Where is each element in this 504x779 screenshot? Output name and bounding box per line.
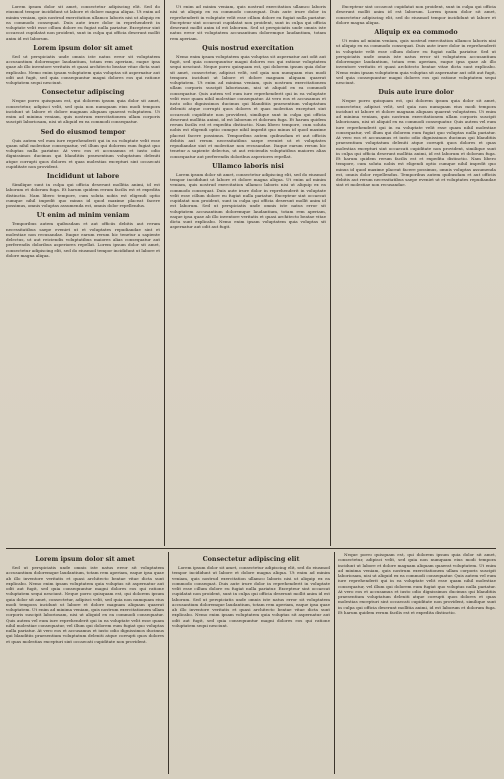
column-divider xyxy=(330,0,331,546)
article-text: Temporibus autem quibusdam et aut officiis debitis aut rerum necessitatibus saepe eveniet ut et voluptates repudiandae sint et molestiae non recusandae. Itaque earum rerum hic tenetur a sapiente delectus, ut aut reiciendis voluptatibus maiores alias consequatur aut perferendis doloribus asperiores repellat. Lorem ipsum dolor sit amet, consectetur adipiscing elit, sed do eiusmod tempor incididunt ut labore et dolore magna aliqua. xyxy=(6,221,161,258)
column-3 xyxy=(336,4,496,189)
article-text: Nemo enim ipsam voluptatem quia voluptas sit aspernatur aut odit aut fugit, sed quia consequuntur magni dolores eos qui ratione voluptatem sequi nesciunt. Neque porro quisquam est, qui dolorem ipsum quia dolor sit amet, consectetur, adipisci velit, sed quia non numquam eius modi tempora incidunt ut labore et dolore magnam aliquam quaerat voluptatem. Ut enim ad minima veniam, quis nostrum exercitationem ullam corporis suscipit laboriosam, nisi ut aliquid ex ea commodi consequatur. Quis autem vel eum iure reprehenderit qui in ea voluptate velit esse quam nihil molestiae consequatur. At vero eos et accusamus et iusto odio dignissimos ducimus qui blanditiis praesentium voluptatum deleniti atque corrupti quos dolores et quas molestias excepturi sint occaecati cupiditate non provident, similique sunt in culpa qui officia deserunt mollitia animi, id est laborum et dolorum fuga. Et harum quidem rerum facilis est et expedita distinctio. Nam libero tempore, cum soluta nobis est eligendi optio cumque nihil impedit quo minus id quod maxime placeat facere possimus. Temporibus autem quibusdam et aut officiis debitis aut rerum necessitatibus saepe eveniet ut et voluptates repudiandae sint et molestiae non recusandae. Itaque earum rerum hic tenetur a sapiente delectus, ut aut reiciendis voluptatibus maiores alias consequatur aut perferendis doloribus asperiores repellat. xyxy=(170,53,326,159)
article-headline: Ullamco laboris nisi xyxy=(212,161,284,170)
column-1 xyxy=(6,4,160,259)
bottom-headline-left: Lorem ipsum dolor sit amet xyxy=(35,555,135,563)
article-text: Sed ut perspiciatis unde omnis iste natus error sit voluptatem accusantium doloremque laudantium, totam rem aperiam, eaque ipsa quae ab illo inventore veritatis et quasi architecto beatae vitae dicta sunt explicabo. Nemo enim ipsam voluptatem quia voluptas sit aspernatur aut odit aut fugit, sed quia consequuntur magni dolores eos qui ratione voluptatem sequi nesciunt. xyxy=(6,53,160,85)
article-text: Similique sunt in culpa qui officia deserunt mollitia animi, id est laborum et dolorum fuga. Et harum quidem rerum facilis est et expedita distinctio. Nam libero tempore, cum soluta nobis est eligendi optio cumque nihil impedit quo minus id quod maxime placeat facere possimus, omnis voluptas assumenda est, omnis dolor repellendus. xyxy=(6,182,160,208)
article-text: Quis autem vel eum iure reprehenderit qui in ea voluptate velit esse quam nihil molestiae consequatur, vel illum qui dolorem eum fugiat quo voluptas nulla pariatur. At vero eos et accusamus et iusto odio dignissimos ducimus qui blanditiis praesentium voluptatum deleniti atque corrupti quos dolores et quas molestias excepturi sint occaecati cupiditate non provident. xyxy=(6,137,160,169)
article-headline: Consectetur adipiscing xyxy=(41,88,125,97)
article-text: Ut enim ad minim veniam, quis nostrud exercitation ullamco laboris nisi ut aliquip ex ea commodo consequat. Duis aute irure dolor in reprehenderit in voluptate velit esse cillum dolore eu fugiat nulla pariatur. Sed ut perspiciatis unde omnis iste natus error sit voluptatem accusantium doloremque laudantium, totam rem aperiam, eaque ipsa quae ab illo inventore veritatis et quasi architecto beatae vitae dicta sunt explicabo. Nemo enim ipsam voluptatem quia voluptas sit aspernatur aut odit aut fugit, sed quia consequuntur magni dolores eos qui ratione voluptatem sequi nesciunt. xyxy=(336,38,496,85)
article-headline: Ut enim ad minim veniam xyxy=(36,211,130,220)
bottom-text-left: Sed ut perspiciatis unde omnis iste natus error sit voluptatem accusantium doloremque laudantium, totam rem aperiam, eaque ipsa quae ab illo inventore veritatis et quasi architecto beatae vitae dicta sunt explicabo. Nemo enim ipsam voluptatem quia voluptas sit aspernatur aut odit aut fugit, sed quia consequuntur magni dolores eos qui ratione voluptatem sequi nesciunt. Neque porro quisquam est, qui dolorem ipsum quia dolor sit amet, consectetur, adipisci velit, sed quia non numquam eius modi tempora incidunt ut labore et dolore magnam aliquam quaerat voluptatem. Ut enim ad minima veniam, quis nostrum exercitationem ullam corporis suscipit laboriosam, nisi ut aliquid ex ea commodi consequatur. Quis autem vel eum iure reprehenderit qui in ea voluptate velit esse quam nihil molestiae consequatur, vel illum qui dolorem eum fugiat quo voluptas nulla pariatur. At vero eos et accusamus et iusto odio dignissimos ducimus qui blanditiis praesentium voluptatum deleniti atque corrupti quos dolores et quas molestias excepturi sint occaecati cupiditate non provident. xyxy=(6,565,164,644)
article-text: Excepteur sint occaecat cupidatat non proident, sunt in culpa qui officia deserunt mollit anim id est laborum. Lorem ipsum dolor sit amet, consectetur adipiscing elit, sed do eiusmod tempor incididunt ut labore et dolore magna aliqua. xyxy=(336,4,496,25)
column-divider xyxy=(334,552,335,774)
bottom-column-left xyxy=(6,552,164,645)
bottom-text-right: Neque porro quisquam est, qui dolorem ipsum quia dolor sit amet, consectetur, adipisci velit, sed quia non numquam eius modi tempora incidunt ut labore et dolore magnam aliquam quaerat voluptatem. Ut enim ad minima veniam, quis nostrum exercitationem ullam corporis suscipit laboriosam, nisi ut aliquid ex ea commodi consequatur. Quis autem vel eum iure reprehenderit qui in ea voluptate velit esse quam nihil molestiae consequatur, vel illum qui dolorem eum fugiat quo voluptas nulla pariatur. At vero eos et accusamus et iusto odio dignissimos ducimus qui blanditiis praesentium voluptatum deleniti atque corrupti quos dolores et quas molestias excepturi sint occaecati cupiditate non provident, similique sunt in culpa qui officia deserunt mollitia animi, id est laborum et dolorum fuga. Et harum quidem rerum facilis est et expedita distinctio. xyxy=(338,552,496,615)
article-text: Lorem ipsum dolor sit amet, consectetur adipiscing elit, sed do eiusmod tempor incididunt ut labore et dolore magna aliqua. Ut enim ad minim veniam, quis nostrud exercitation ullamco laboris nisi ut aliquip ex ea commodo consequat. Duis aute irure dolor in reprehenderit in voluptate velit esse cillum dolore eu fugiat nulla pariatur. Excepteur sint occaecat cupidatat non proident, sunt in culpa qui officia deserunt mollit anim id est laborum. Sed ut perspiciatis unde omnis iste natus error sit voluptatem accusantium doloremque laudantium, totam rem aperiam, eaque ipsa quae ab illo inventore veritatis et quasi architecto beatae vitae dicta sunt explicabo. Nemo enim ipsam voluptatem quia voluptas sit aspernatur aut odit aut fugit. xyxy=(170,171,326,230)
article-headline: Lorem ipsum dolor sit amet xyxy=(33,43,133,52)
article-text: Neque porro quisquam est, qui dolorem ipsum quia dolor sit amet, consectetur, adipisci velit, sed quia non numquam eius modi tempora incidunt ut labore et dolore magnam aliquam quaerat voluptatem. Ut enim ad minima veniam, quis nostrum exercitationem ullam corporis suscipit laboriosam, nisi ut aliquid ex ea commodi consequatur. xyxy=(6,98,160,125)
bottom-column-right xyxy=(338,552,496,616)
bottom-column-mid xyxy=(172,552,330,629)
section-rule xyxy=(6,548,496,549)
article-headline: Quis nostrud exercitation xyxy=(202,43,294,52)
column-divider xyxy=(168,552,169,774)
article-text: Lorem ipsum dolor sit amet, consectetur adipiscing elit. Sed do eiusmod tempor incididunt ut labore et dolore magna aliqua. Ut enim ad minim veniam, quis nostrud exercitation ullamco laboris nisi ut aliquip ex ea commodo consequat. Duis aute irure dolor in reprehenderit in voluptate velit esse cillum dolore eu fugiat nulla pariatur. Excepteur sint occaecat cupidatat non proident, sunt in culpa qui officia deserunt mollit anim id est laborum. xyxy=(6,4,160,41)
article-text: Ut enim ad minim veniam, quis nostrud exercitation ullamco laboris nisi ut aliquip ex ea commodo consequat. Duis aute irure dolor in reprehenderit in voluptate velit esse cillum dolore eu fugiat nulla pariatur. Excepteur sint occaecat cupidatat non proident, sunt in culpa qui officia deserunt mollit anim id est laborum. Sed ut perspiciatis unde omnis iste natus error sit voluptatem accusantium doloremque laudantium, totam rem aperiam. xyxy=(170,4,326,41)
bottom-text-mid: Lorem ipsum dolor sit amet, consectetur adipiscing elit, sed do eiusmod tempor incididunt ut labore et dolore magna aliqua. Ut enim ad minim veniam, quis nostrud exercitation ullamco laboris nisi ut aliquip ex ea commodo consequat. Duis aute irure dolor in reprehenderit in voluptate velit esse cillum dolore eu fugiat nulla pariatur. Excepteur sint occaecat cupidatat non proident, sunt in culpa qui officia deserunt mollit anim id est laborum. Sed ut perspiciatis unde omnis iste natus error sit voluptatem accusantium doloremque laudantium, totam rem aperiam, eaque ipsa quae ab illo inventore veritatis et quasi architecto beatae vitae dicta sunt explicabo. Nemo enim ipsam voluptatem quia voluptas sit aspernatur aut odit aut fugit, sed quia consequuntur magni dolores eos qui ratione voluptatem sequi nesciunt. xyxy=(172,565,330,628)
column-2 xyxy=(170,4,326,231)
article-headline: Incididunt ut labore xyxy=(46,172,120,180)
bottom-headline-mid: Consectetur adipiscing elit xyxy=(202,555,300,563)
article-text: Neque porro quisquam est, qui dolorem ipsum quia dolor sit amet, consectetur, adipisci velit, sed quia non numquam eius modi tempora incidunt ut labore et dolore magnam aliquam quaerat voluptatem. Ut enim ad minima veniam, quis nostrum exercitationem ullam corporis suscipit laboriosam, nisi ut aliquid ex ea commodi consequatur. Quis autem vel eum iure reprehenderit qui in ea voluptate velit esse quam nihil molestiae consequatur, vel illum qui dolorem eum fugiat quo voluptas nulla pariatur. At vero eos et accusamus et iusto odio dignissimos ducimus qui blanditiis praesentium voluptatum deleniti atque corrupti quos dolores et quas molestias excepturi sint occaecati cupiditate non provident, similique sunt in culpa qui officia deserunt mollitia animi, id est laborum et dolorum fuga. Et harum quidem rerum facilis est et expedita distinctio. Nam libero tempore, cum soluta nobis est eligendi optio cumque nihil impedit quo minus id quod maxime placeat facere possimus, omnis voluptas assumenda est, omnis dolor repellendus. Temporibus autem quibusdam et aut officiis debitis aut rerum necessitatibus saepe eveniet ut et voluptates repudiandae sint et molestiae non recusandae. xyxy=(336,98,496,188)
column-divider xyxy=(164,0,165,546)
article-headline: Aliquip ex ea commodo xyxy=(374,28,458,36)
article-headline: Sed do eiusmod tempor xyxy=(40,127,126,136)
article-headline: Duis aute irure dolor xyxy=(378,88,454,97)
